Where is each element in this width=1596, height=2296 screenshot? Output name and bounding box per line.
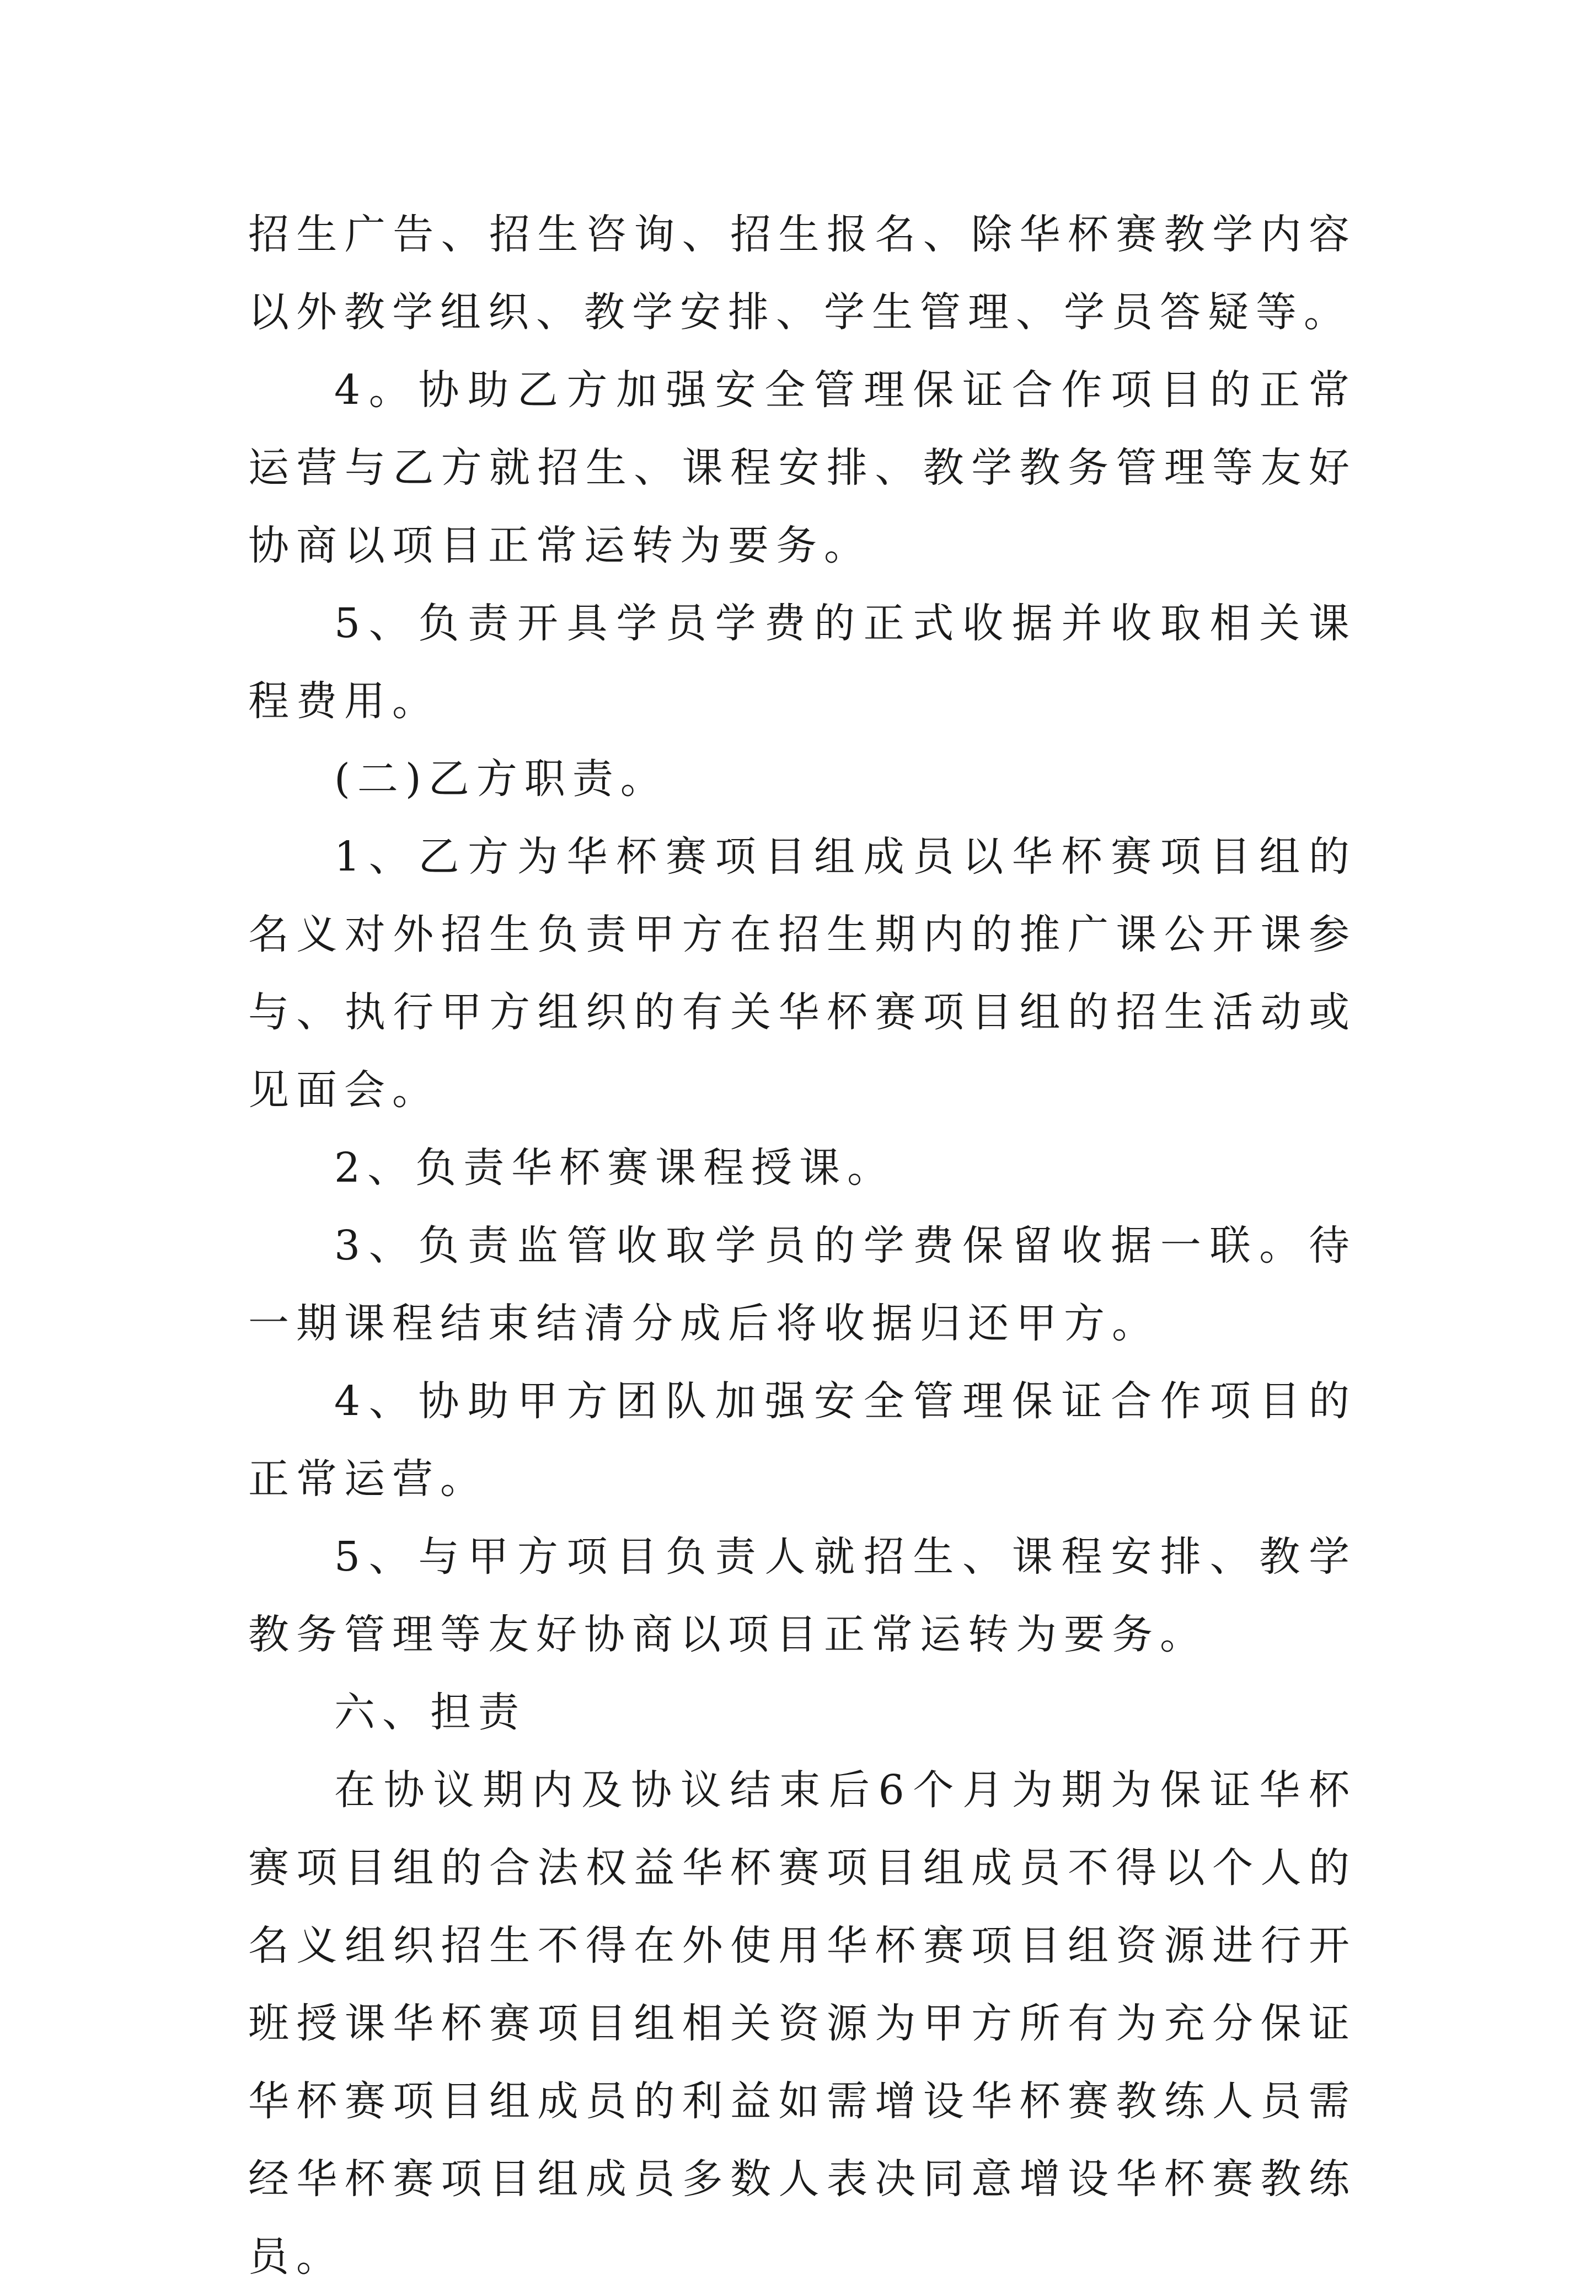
paragraph-responsibility-body: 在协议期内及协议结束后6个月为期为保证华杯赛项目组的合法权益华杯赛项目组成员不得以个人的名义组织招生不得在外使用华杯赛项目组资源进行开班授课华杯赛项目组相关资源为甲方所有为充分保证华杯赛项目组成员的利益如需增设华杯赛教练人员需经华杯赛项目组成员多数人表决同意增设华杯赛教练员。 [248,1766,1357,2281]
paragraph-party-b-item-1: 1、乙方为华杯赛项目组成员以华杯赛项目组的名义对外招生负责甲方在招生期内的推广课公开课参与、执行甲方组织的有关华杯赛项目组的招生活动或见面会。 [248,833,1357,1114]
paragraph-party-a-item-4: 4。协助乙方加强安全管理保证合作项目的正常运营与乙方就招生、课程安排、教学教务管理等友好协商以项目正常运转为要务。 [248,366,1357,569]
paragraph-party-b-item-4: 4、协助甲方团队加强安全管理保证合作项目的正常运营。 [248,1377,1357,1503]
paragraph-party-b-item-5: 5、与甲方项目负责人就招生、课程安排、教学教务管理等友好协商以项目正常运转为要务。 [248,1533,1357,1658]
document-body [248,196,1357,2296]
section-heading-responsibility: 六、担责 [334,1689,526,1736]
paragraph-party-b-item-3: 3、负责监管收取学员的学费保留收据一联。待一期课程结束结清分成后将收据归还甲方。 [248,1222,1357,1347]
paragraph-party-a-item-5: 5、负责开具学员学费的正式收据并收取相关课程费用。 [248,600,1357,725]
paragraph-party-b-item-2: 2、负责华杯赛课程授课。 [334,1144,896,1192]
section-heading-party-b-duties: (二)乙方职责。 [334,755,668,803]
paragraph-continued-item: 招生广告、招生咨询、招生报名、除华杯赛教学内容以外教学组织、教学安排、学生管理、学员答疑等。 [248,211,1357,336]
